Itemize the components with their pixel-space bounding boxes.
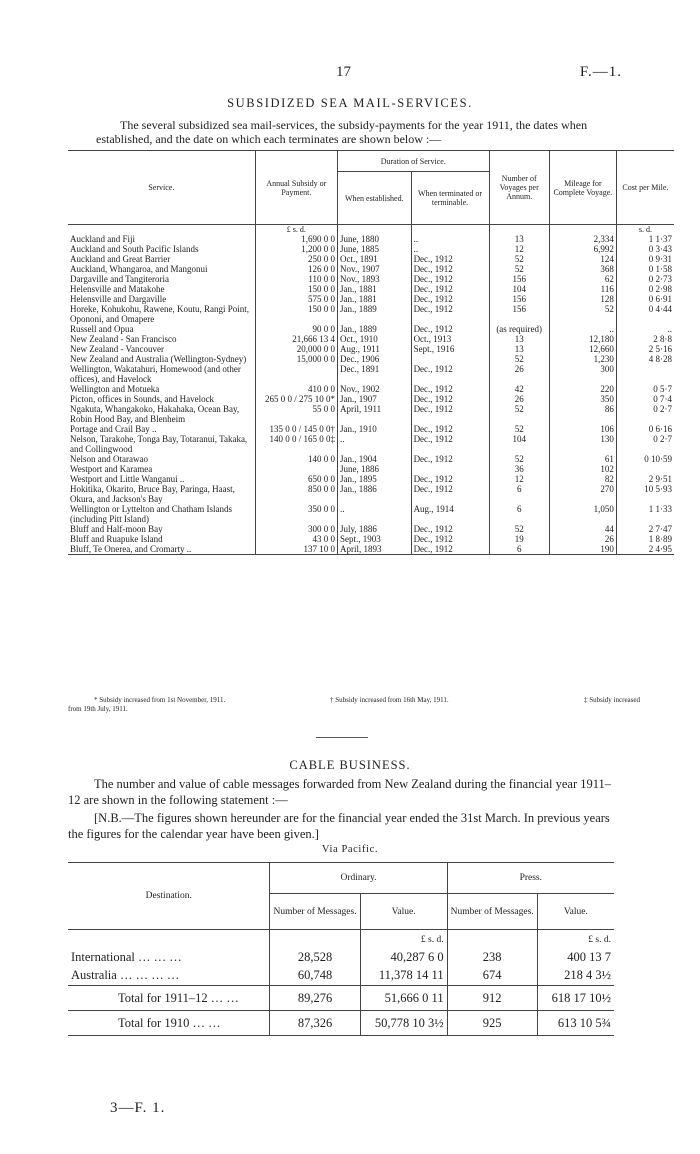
service-terminated: Dec., 1912 bbox=[411, 424, 489, 434]
service-voyages: 6 bbox=[489, 484, 549, 504]
service-established: June, 1885 bbox=[338, 244, 412, 254]
cable-total-ord-number: 89,276 bbox=[270, 986, 360, 1011]
service-row bbox=[68, 364, 674, 384]
service-terminated: Dec., 1912 bbox=[411, 384, 489, 394]
service-payment: 110 0 0 bbox=[255, 274, 337, 284]
service-voyages: 12 bbox=[489, 474, 549, 484]
service-payment: 21,666 13 4 bbox=[255, 334, 337, 344]
service-cost: 0 3·43 bbox=[616, 244, 674, 254]
service-cost: 0 2·98 bbox=[616, 284, 674, 294]
cable-total-ord-value: 51,666 0 11 bbox=[360, 986, 447, 1011]
service-payment: 650 0 0 bbox=[255, 474, 337, 484]
service-voyages: 42 bbox=[489, 384, 549, 394]
service-name: Picton, offices in Sounds, and Havelock bbox=[70, 394, 215, 404]
service-voyages: 104 bbox=[489, 434, 549, 454]
service-terminated bbox=[411, 354, 489, 364]
service-payment: 20,000 0 0 bbox=[255, 344, 337, 354]
footnote-b: † Subsidy increased from 16th May, 1911. bbox=[330, 696, 449, 704]
service-name: Nelson and Otarawao bbox=[70, 454, 148, 464]
service-name: Wellington and Motueka bbox=[70, 384, 160, 394]
service-voyages: 104 bbox=[489, 284, 549, 294]
header-ordinary: Ordinary. bbox=[270, 863, 447, 894]
service-name: Russell and Opua bbox=[70, 324, 134, 334]
service-mileage: 52 bbox=[549, 304, 616, 324]
service-cost: .. bbox=[616, 324, 674, 334]
header-ord-number: Number of Messages. bbox=[270, 894, 360, 930]
service-terminated: Dec., 1912 bbox=[411, 284, 489, 294]
service-mileage: 82 bbox=[549, 474, 616, 484]
service-terminated: Dec., 1912 bbox=[411, 484, 489, 504]
service-mileage: 62 bbox=[549, 274, 616, 284]
cable-table bbox=[68, 862, 614, 1036]
cable-note: [N.B.—The figures shown hereunder are for the financial year ended the 31st March. In previous years the figures for the calendar year have been given.] bbox=[68, 811, 610, 841]
cable-total-press-value: 613 10 5¾ bbox=[537, 1011, 614, 1036]
cable-press-number: 674 bbox=[447, 965, 537, 986]
service-row bbox=[68, 344, 674, 354]
service-row bbox=[68, 384, 674, 394]
cable-total-label: Total for 1911–12 … … bbox=[118, 990, 239, 1005]
service-voyages: 26 bbox=[489, 364, 549, 384]
service-payment: 126 0 0 bbox=[255, 264, 337, 274]
service-payment: 350 0 0 bbox=[255, 504, 337, 524]
service-voyages: (as required) bbox=[489, 324, 549, 334]
service-mileage: 12,660 bbox=[549, 344, 616, 354]
service-terminated: Dec., 1912 bbox=[411, 434, 489, 454]
cable-subtitle: Via Pacific. bbox=[321, 844, 379, 855]
service-cost: 2 8·8 bbox=[616, 334, 674, 344]
service-mileage: 116 bbox=[549, 284, 616, 294]
service-mileage: 44 bbox=[549, 524, 616, 534]
service-voyages: 13 bbox=[489, 344, 549, 354]
service-name: Westport and Little Wanganui .. bbox=[70, 474, 185, 484]
service-cost: 0 9·31 bbox=[616, 254, 674, 264]
service-established: July, 1886 bbox=[338, 524, 412, 534]
cable-row bbox=[68, 965, 614, 986]
section-title-cable: CABLE BUSINESS. bbox=[289, 758, 411, 772]
service-established: Aug., 1911 bbox=[338, 344, 412, 354]
service-name: Horeke, Kohukohu, Rawene, Koutu, Rangi Point, Opononi, and Omapere bbox=[70, 304, 249, 324]
service-established: Nov., 1907 bbox=[338, 264, 412, 274]
service-row bbox=[68, 264, 674, 274]
service-row bbox=[68, 424, 674, 434]
service-row bbox=[68, 474, 674, 484]
service-established: .. bbox=[338, 504, 412, 524]
service-cost: 0 5·7 bbox=[616, 384, 674, 394]
service-established: Jan., 1895 bbox=[338, 474, 412, 484]
service-mileage: 220 bbox=[549, 384, 616, 394]
mail-intro-paragraph bbox=[96, 118, 616, 146]
service-cost: 1 1·37 bbox=[616, 234, 674, 244]
service-terminated: Dec., 1912 bbox=[411, 544, 489, 555]
service-name: Portage and Crail Bay .. bbox=[70, 424, 157, 434]
footnote-a: * Subsidy increased from 1st November, 1911. bbox=[94, 696, 226, 704]
service-name: Auckland and Fiji bbox=[70, 234, 135, 244]
service-terminated: Dec., 1912 bbox=[411, 394, 489, 404]
footer-reference: 3—F. 1. bbox=[110, 1100, 166, 1116]
service-mileage: 270 bbox=[549, 484, 616, 504]
cable-row bbox=[68, 950, 614, 965]
service-cost: 2 4·95 bbox=[616, 544, 674, 555]
service-payment: 150 0 0 bbox=[255, 304, 337, 324]
cable-total-row bbox=[68, 986, 614, 1011]
section-divider bbox=[316, 737, 368, 738]
service-mileage: 86 bbox=[549, 404, 616, 424]
header-terminated: When terminated or terminable. bbox=[411, 172, 489, 225]
service-cost bbox=[616, 464, 674, 474]
service-voyages: 52 bbox=[489, 354, 549, 364]
service-voyages: 13 bbox=[489, 234, 549, 244]
service-payment: 135 0 0 / 145 0 0† bbox=[255, 424, 337, 434]
service-terminated bbox=[411, 464, 489, 474]
service-name: Bluff and Half-moon Bay bbox=[70, 524, 163, 534]
service-voyages: 6 bbox=[489, 504, 549, 524]
service-row bbox=[68, 294, 674, 304]
header-annual: Annual Subsidy or Payment. bbox=[255, 151, 337, 225]
service-payment: 1,690 0 0 bbox=[255, 234, 337, 244]
cable-total-press-number: 925 bbox=[447, 1011, 537, 1036]
service-established: .. bbox=[338, 434, 412, 454]
service-row bbox=[68, 454, 674, 464]
service-cost: 4 8·28 bbox=[616, 354, 674, 364]
service-payment: 575 0 0 bbox=[255, 294, 337, 304]
service-mileage: 12,180 bbox=[549, 334, 616, 344]
service-established: June, 1880 bbox=[338, 234, 412, 244]
cable-press-number: 238 bbox=[447, 950, 537, 965]
service-mileage: .. bbox=[549, 324, 616, 334]
service-mileage: 124 bbox=[549, 254, 616, 264]
service-terminated: Dec., 1912 bbox=[411, 404, 489, 424]
service-name: Auckland and South Pacific Islands bbox=[70, 244, 199, 254]
service-voyages: 52 bbox=[489, 254, 549, 264]
service-voyages: 6 bbox=[489, 544, 549, 555]
header-press-number: Number of Messages. bbox=[447, 894, 537, 930]
service-payment: 265 0 0 / 275 10 0* bbox=[255, 394, 337, 404]
service-mileage: 2,334 bbox=[549, 234, 616, 244]
service-established: Jan., 1907 bbox=[338, 394, 412, 404]
mail-services-table bbox=[68, 150, 674, 555]
service-name: New Zealand and Australia (Wellington-Sydney) bbox=[70, 354, 247, 364]
service-mileage: 1,050 bbox=[549, 504, 616, 524]
service-established: Sept., 1903 bbox=[338, 534, 412, 544]
service-established: April, 1911 bbox=[338, 404, 412, 424]
service-name: New Zealand - San Francisco bbox=[70, 334, 177, 344]
header-press-value: Value. bbox=[537, 894, 614, 930]
service-row bbox=[68, 304, 674, 324]
service-terminated: Dec., 1912 bbox=[411, 364, 489, 384]
service-terminated: Dec., 1912 bbox=[411, 274, 489, 284]
service-voyages: 52 bbox=[489, 264, 549, 274]
service-row bbox=[68, 534, 674, 544]
service-row bbox=[68, 234, 674, 244]
cable-ord-number: 28,528 bbox=[270, 950, 360, 965]
header-established: When established. bbox=[338, 172, 412, 225]
service-established: Oct., 1910 bbox=[338, 334, 412, 344]
service-mileage: 130 bbox=[549, 434, 616, 454]
service-established: Jan., 1889 bbox=[338, 304, 412, 324]
service-payment bbox=[255, 464, 337, 474]
service-row bbox=[68, 244, 674, 254]
service-terminated: Dec., 1912 bbox=[411, 264, 489, 274]
service-mileage: 1,230 bbox=[549, 354, 616, 364]
cable-ord-value: 40,287 6 0 bbox=[360, 950, 447, 965]
service-established: Dec., 1891 bbox=[338, 364, 412, 384]
cable-ord-number: 60,748 bbox=[270, 965, 360, 986]
service-cost: 0 6·91 bbox=[616, 294, 674, 304]
service-row bbox=[68, 284, 674, 294]
header-press: Press. bbox=[447, 863, 614, 894]
service-established: April, 1893 bbox=[338, 544, 412, 555]
service-terminated: Dec., 1912 bbox=[411, 534, 489, 544]
service-row bbox=[68, 504, 674, 524]
service-row bbox=[68, 394, 674, 404]
service-payment: 850 0 0 bbox=[255, 484, 337, 504]
header-duration: Duration of Service. bbox=[338, 151, 489, 172]
service-cost: 0 10·59 bbox=[616, 454, 674, 464]
service-cost: 0 7·4 bbox=[616, 394, 674, 404]
service-cost: 0 2·7 bbox=[616, 434, 674, 454]
header-mileage: Mileage for Complete Voyage. bbox=[549, 151, 616, 225]
service-cost: 0 1·58 bbox=[616, 264, 674, 274]
service-mileage: 128 bbox=[549, 294, 616, 304]
service-terminated: Dec., 1912 bbox=[411, 454, 489, 464]
service-row bbox=[68, 274, 674, 284]
service-cost: 2 5·16 bbox=[616, 344, 674, 354]
service-terminated: Dec., 1912 bbox=[411, 304, 489, 324]
service-voyages: 52 bbox=[489, 404, 549, 424]
service-name: New Zealand - Vancouver bbox=[70, 344, 165, 354]
cable-intro-paragraph bbox=[68, 776, 616, 808]
service-row bbox=[68, 524, 674, 534]
cable-press-value: 400 13 7 bbox=[537, 950, 614, 965]
service-name: Hokitika, Okarito, Bruce Bay, Paringa, Haast, Okura, and Jackson's Bay bbox=[70, 484, 235, 504]
service-established: Jan., 1881 bbox=[338, 294, 412, 304]
service-mileage: 190 bbox=[549, 544, 616, 555]
section-title-mail: SUBSIDIZED SEA MAIL-SERVICES. bbox=[227, 96, 473, 110]
service-cost: 0 2·7 bbox=[616, 404, 674, 424]
service-terminated: Aug., 1914 bbox=[411, 504, 489, 524]
service-voyages: 26 bbox=[489, 394, 549, 404]
service-terminated: Dec., 1912 bbox=[411, 324, 489, 334]
header-ord-value: Value. bbox=[360, 894, 447, 930]
service-voyages: 52 bbox=[489, 454, 549, 464]
service-name: Auckland and Great Barrier bbox=[70, 254, 171, 264]
units-sd: s. d. bbox=[616, 225, 674, 235]
service-payment: 300 0 0 bbox=[255, 524, 337, 534]
service-established: Nov., 1893 bbox=[338, 274, 412, 284]
service-name: Dargaville and Tangiteroria bbox=[70, 274, 169, 284]
service-payment: 90 0 0 bbox=[255, 324, 337, 334]
footnote-d: from 19th July, 1911. bbox=[68, 705, 128, 713]
service-voyages: 156 bbox=[489, 274, 549, 284]
service-voyages: 13 bbox=[489, 334, 549, 344]
service-row bbox=[68, 324, 674, 334]
service-mileage: 61 bbox=[549, 454, 616, 464]
service-cost bbox=[616, 364, 674, 384]
service-payment: 250 0 0 bbox=[255, 254, 337, 264]
cable-total-label: Total for 1910 … … bbox=[118, 1015, 221, 1030]
service-payment: 1,200 0 0 bbox=[255, 244, 337, 254]
service-established: Jan., 1904 bbox=[338, 454, 412, 464]
service-name: Helensville and Matakohe bbox=[70, 284, 165, 294]
cable-total-press-value: 618 17 10½ bbox=[537, 986, 614, 1011]
header-service: Service. bbox=[148, 183, 175, 192]
cable-intro-text: The number and value of cable messages forwarded from New Zealand during the financial year 1911–12 are shown in the following statement :— bbox=[68, 777, 612, 807]
service-name: Nelson, Tarakohe, Tonga Bay, Totaranui, Takaka, and Collingwood bbox=[70, 434, 248, 454]
service-payment: 140 0 0 / 165 0 0‡ bbox=[255, 434, 337, 454]
cable-destination: International … … … bbox=[71, 950, 182, 964]
service-payment bbox=[255, 364, 337, 384]
service-mileage: 368 bbox=[549, 264, 616, 274]
service-name: Ngakuta, Whangakoko, Hakahaka, Ocean Bay, Robin Hood Bay, and Blenheim bbox=[70, 404, 240, 424]
service-mileage: 106 bbox=[549, 424, 616, 434]
service-terminated: Dec., 1912 bbox=[411, 474, 489, 484]
service-row bbox=[68, 434, 674, 454]
service-mileage: 6,992 bbox=[549, 244, 616, 254]
service-row bbox=[68, 484, 674, 504]
service-cost: 0 6·16 bbox=[616, 424, 674, 434]
service-name: Bluff, Te Onerea, and Cromarty .. bbox=[70, 544, 192, 554]
service-cost: 1 8·89 bbox=[616, 534, 674, 544]
cable-press-value: 218 4 3½ bbox=[537, 965, 614, 986]
mail-services-body bbox=[68, 234, 674, 555]
service-payment: 43 0 0 bbox=[255, 534, 337, 544]
service-established: Jan., 1881 bbox=[338, 284, 412, 294]
service-row bbox=[68, 354, 674, 364]
service-terminated: Dec., 1912 bbox=[411, 294, 489, 304]
service-cost: 2 9·51 bbox=[616, 474, 674, 484]
header-destination: Destination. bbox=[145, 891, 192, 901]
service-established: Jan., 1889 bbox=[338, 324, 412, 334]
service-mileage: 26 bbox=[549, 534, 616, 544]
cable-total-press-number: 912 bbox=[447, 986, 537, 1011]
cable-ord-value: 11,378 14 11 bbox=[360, 965, 447, 986]
service-payment: 140 0 0 bbox=[255, 454, 337, 464]
service-cost: 10 5·93 bbox=[616, 484, 674, 504]
service-terminated: Dec., 1912 bbox=[411, 254, 489, 264]
service-mileage: 102 bbox=[549, 464, 616, 474]
service-established: Jan., 1886 bbox=[338, 484, 412, 504]
page-number: 17 bbox=[336, 64, 351, 80]
service-cost: 0 2·73 bbox=[616, 274, 674, 284]
cable-total-row bbox=[68, 1011, 614, 1036]
service-name: Wellington or Lyttelton and Chatham Islands (including Pitt Island) bbox=[70, 504, 232, 524]
service-cost: 1 1·33 bbox=[616, 504, 674, 524]
service-row bbox=[68, 544, 674, 555]
footnote-c: ‡ Subsidy increased bbox=[584, 696, 640, 704]
service-terminated: Dec., 1912 bbox=[411, 524, 489, 534]
service-established: Oct., 1891 bbox=[338, 254, 412, 264]
service-voyages: 36 bbox=[489, 464, 549, 474]
units-ord: £ s. d. bbox=[360, 930, 447, 951]
service-name: Wellington, Wakatahuri, Homewood (and other offices), and Havelock bbox=[70, 364, 241, 384]
service-name: Westport and Karamea bbox=[70, 464, 153, 474]
service-terminated: Sept., 1916 bbox=[411, 344, 489, 354]
cable-total-ord-value: 50,778 10 3½ bbox=[360, 1011, 447, 1036]
service-name: Auckland, Whangaroa, and Mangonui bbox=[70, 264, 208, 274]
service-voyages: 52 bbox=[489, 524, 549, 534]
service-terminated: Oct., 1913 bbox=[411, 334, 489, 344]
service-row bbox=[68, 334, 674, 344]
service-established: Jan., 1910 bbox=[338, 424, 412, 434]
service-payment: 15,000 0 0 bbox=[255, 354, 337, 364]
service-voyages: 52 bbox=[489, 424, 549, 434]
service-row bbox=[68, 404, 674, 424]
service-row bbox=[68, 464, 674, 474]
service-payment: 150 0 0 bbox=[255, 284, 337, 294]
service-voyages: 12 bbox=[489, 244, 549, 254]
service-established: Nov., 1902 bbox=[338, 384, 412, 394]
header-voyages: Number of Voyages per Annum. bbox=[489, 151, 549, 225]
service-terminated: .. bbox=[411, 234, 489, 244]
units-press: £ s. d. bbox=[537, 930, 614, 951]
cable-total-ord-number: 87,326 bbox=[270, 1011, 360, 1036]
service-payment: 137 10 0 bbox=[255, 544, 337, 555]
service-mileage: 350 bbox=[549, 394, 616, 404]
service-name: Helensville and Dargaville bbox=[70, 294, 167, 304]
service-row bbox=[68, 254, 674, 264]
service-voyages: 156 bbox=[489, 294, 549, 304]
service-cost: 0 4·44 bbox=[616, 304, 674, 324]
service-voyages: 156 bbox=[489, 304, 549, 324]
service-terminated: .. bbox=[411, 244, 489, 254]
service-payment: 55 0 0 bbox=[255, 404, 337, 424]
service-established: June, 1886 bbox=[338, 464, 412, 474]
service-cost: 2 7·47 bbox=[616, 524, 674, 534]
service-established: Dec., 1906 bbox=[338, 354, 412, 364]
service-payment: 410 0 0 bbox=[255, 384, 337, 394]
units-lsd: £ s. d. bbox=[255, 225, 337, 235]
mail-intro-text: The several subsidized sea mail-services, the subsidy-payments for the year 1911, the dates when established, and the date on which each terminates are shown below :— bbox=[96, 118, 588, 146]
service-mileage: 300 bbox=[549, 364, 616, 384]
service-voyages: 19 bbox=[489, 534, 549, 544]
header-cost: Cost per Mile. bbox=[616, 151, 674, 225]
page-reference: F.—1. bbox=[579, 64, 622, 80]
service-name: Bluff and Ruapuke Island bbox=[70, 534, 163, 544]
cable-destination: Australia … … … … bbox=[71, 967, 180, 982]
